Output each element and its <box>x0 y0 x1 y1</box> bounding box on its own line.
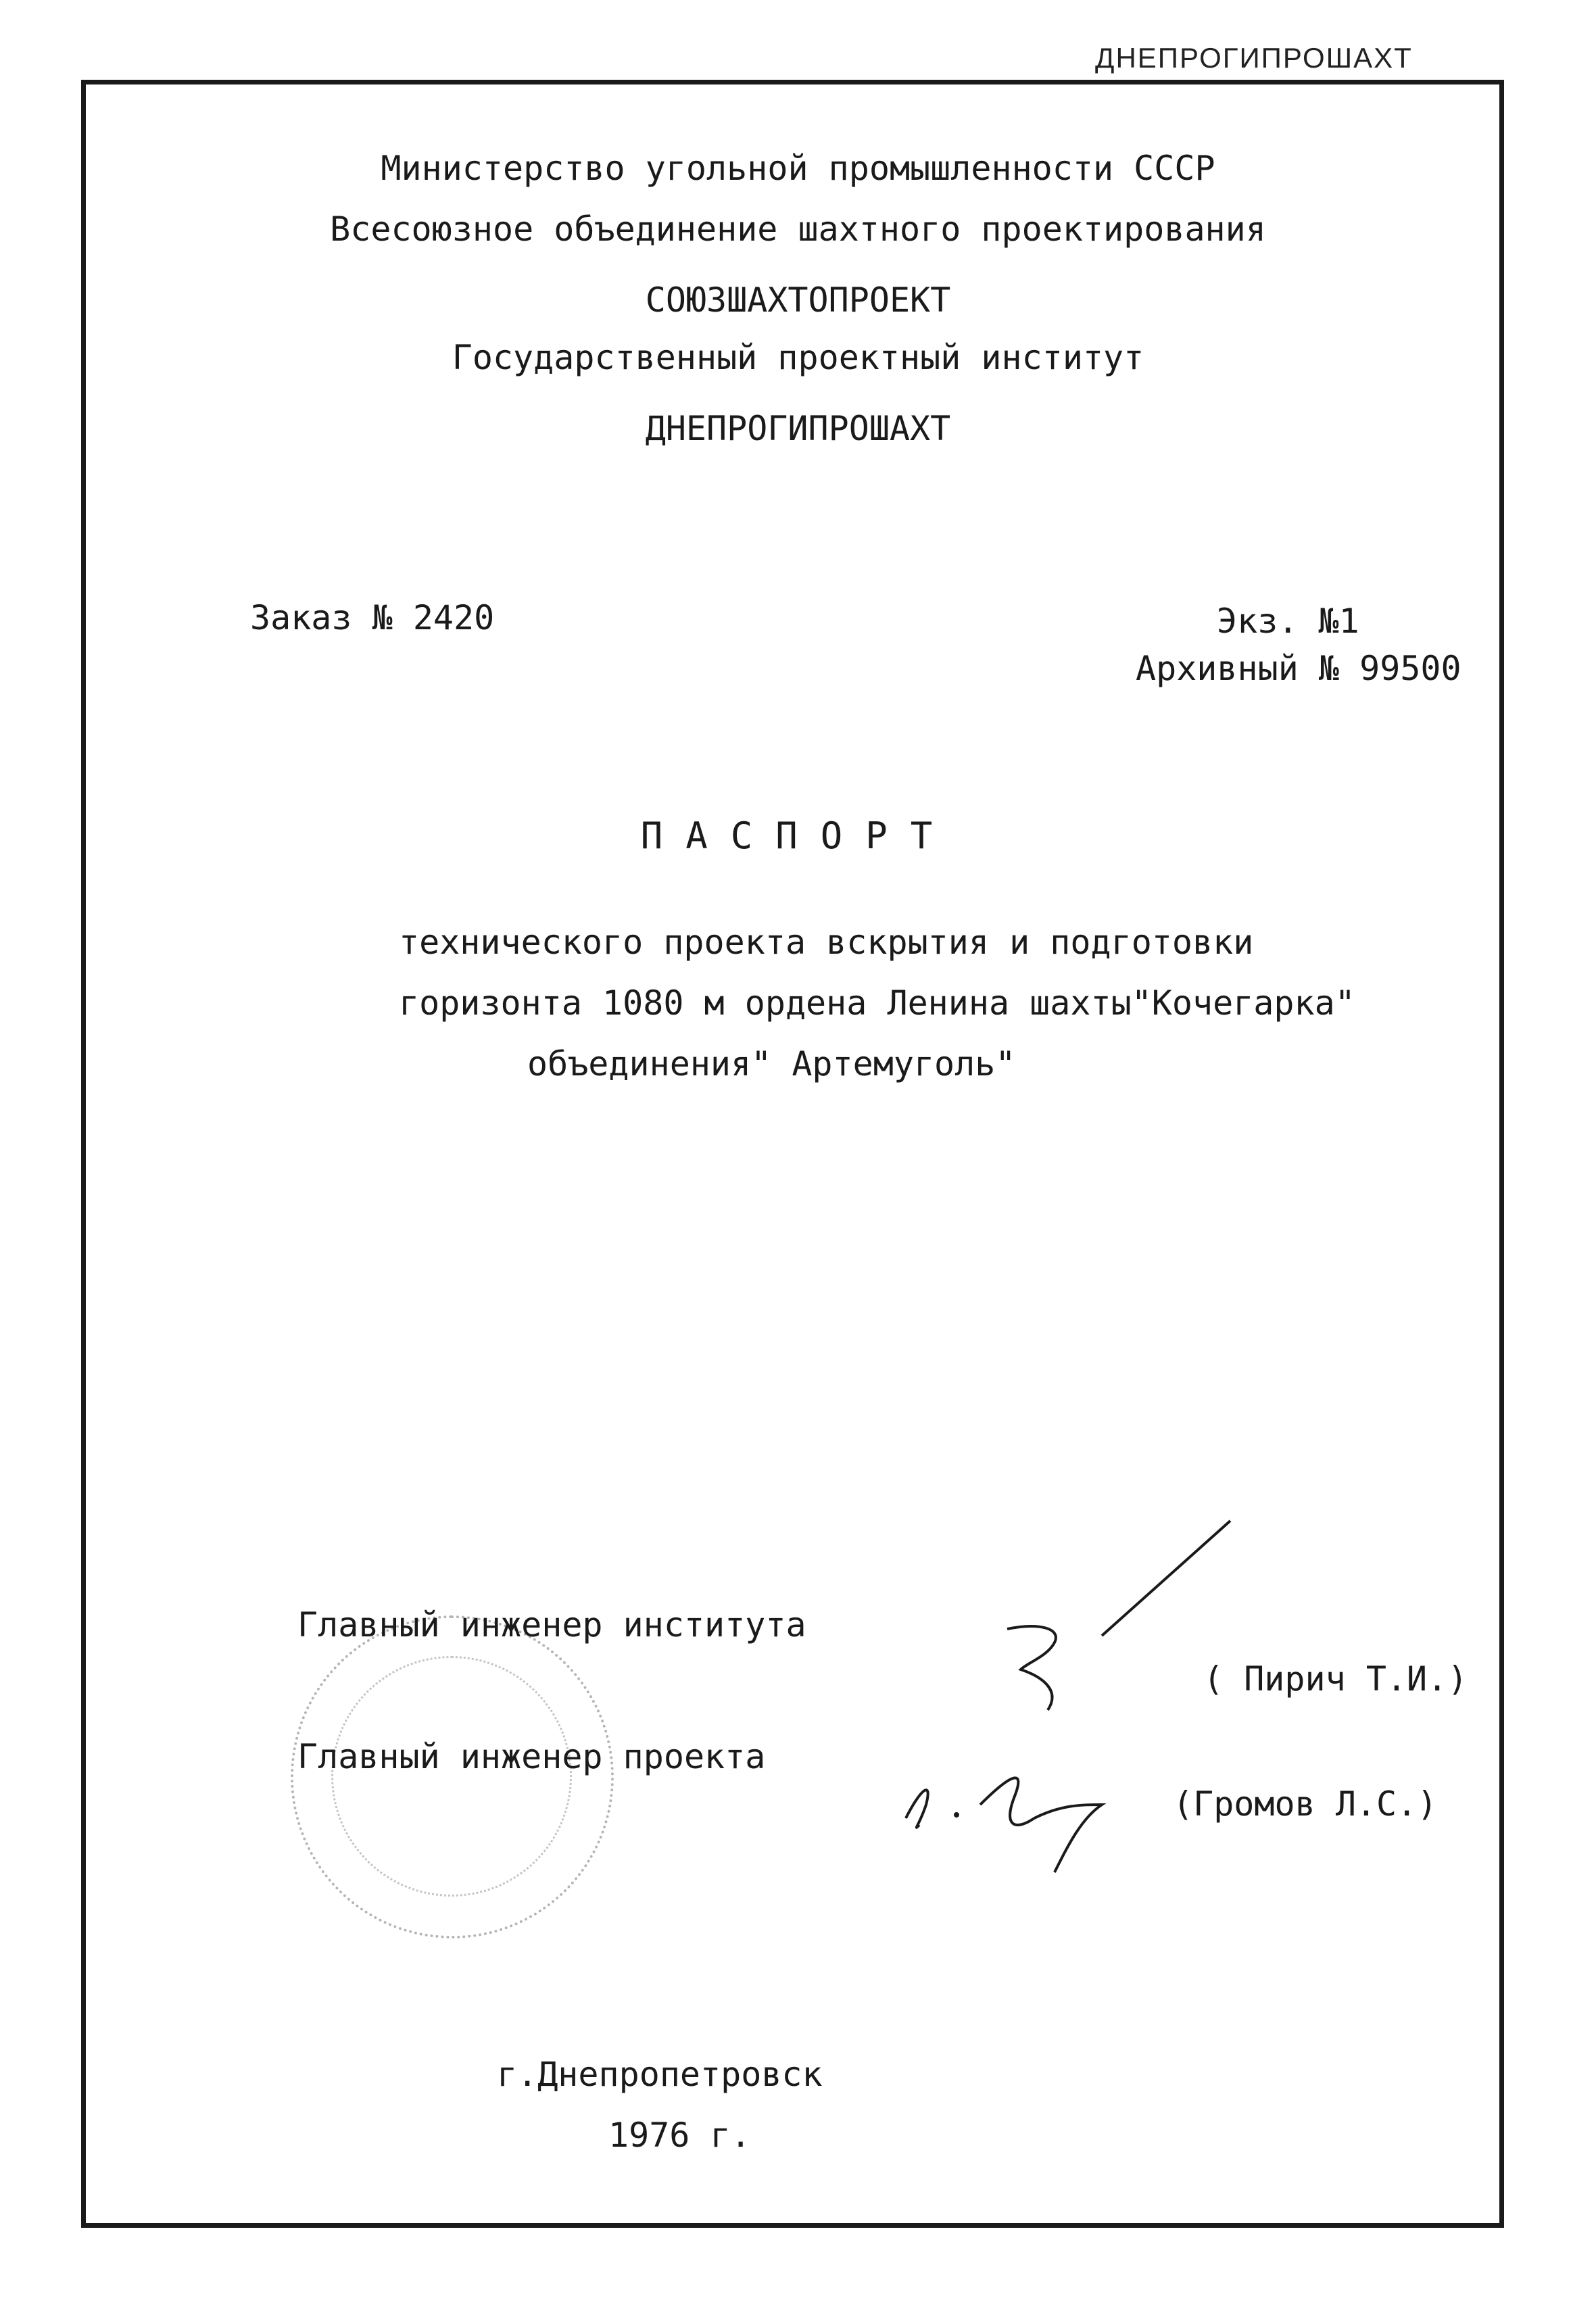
description-line-1: технического проекта вскрытия и подготовки <box>399 923 1254 962</box>
chief-engineer-institute-label: Главный инженер института <box>297 1605 806 1644</box>
archive-stamp: ДНЕПРОГИПРОШАХТ <box>1095 42 1413 74</box>
chief-engineer-project-label: Главный инженер проекта <box>297 1737 766 1776</box>
archive-number: Архивный № 99500 <box>1136 649 1461 688</box>
page-frame <box>81 80 1504 2228</box>
document-title: ПАСПОРТ <box>640 814 956 857</box>
chief-engineer-institute-name: ( Пирич Т.И.) <box>1203 1659 1468 1699</box>
association-line: Всесоюзное объединение шахтного проектирования <box>330 210 1266 249</box>
chief-engineer-project-name: (Громов Л.С.) <box>1173 1784 1438 1824</box>
institute-line: Государственный проектный институт <box>452 338 1144 377</box>
copy-number: Экз. №1 <box>1217 602 1359 641</box>
city: г.Днепропетровск <box>497 2055 823 2094</box>
round-seal-inner-ring <box>331 1656 572 1897</box>
order-number: Заказ № 2420 <box>250 598 495 637</box>
institute-name: ДНЕПРОГИПРОШАХТ <box>645 409 951 448</box>
org-name: СОЮЗШАХТОПРОЕКТ <box>645 281 951 320</box>
year: 1976 г. <box>608 2116 751 2155</box>
description-line-2: горизонта 1080 м ордена Ленина шахты"Кочегарка" <box>399 983 1355 1023</box>
handwritten-signatures <box>879 1507 1257 1886</box>
description-line-3: объединения" Артемуголь" <box>527 1044 1016 1083</box>
ministry-line: Министерство угольной промышленности СССР <box>381 149 1215 188</box>
